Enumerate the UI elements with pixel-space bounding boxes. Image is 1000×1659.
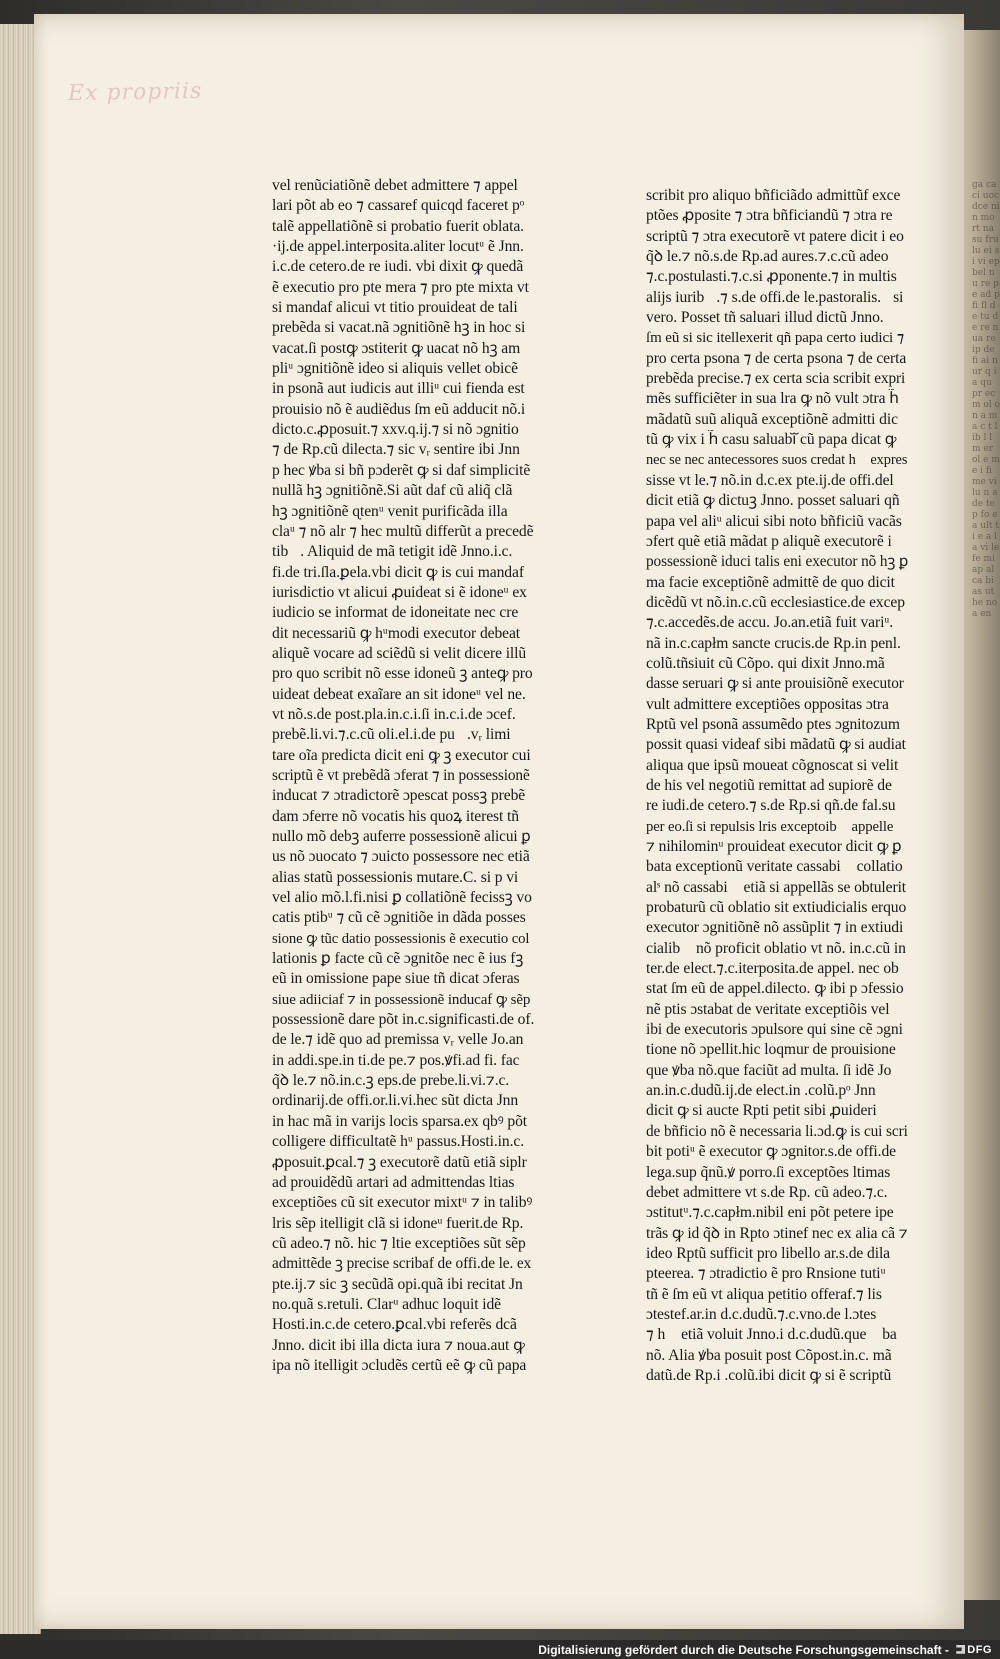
text-line: scriptũ ẽ vt prebẽdã ɔferat ⁊ in possessionẽ — [272, 766, 530, 784]
text-line: bit potiᵘ ẽ executor ꝙ ɔgnitor.s.de offi.de — [646, 1143, 896, 1161]
text-line: datũ.de Rp.i .colũ.ibi dicit ꝙ si ẽ scriptũ — [646, 1366, 892, 1384]
text-line: tũ ꝙ vix i h᷑ casu saluabiᷓ cũ papa dicat ꝙ — [646, 431, 897, 449]
text-line: pro quo scribit nõ esse idoneũ ꝫ anteꝙ pro — [272, 665, 533, 683]
text-line: Rptũ vel psonã assumẽdo ptes ɔgnitozum — [646, 715, 900, 733]
text-line: ideo Rptũ sufficit pro libello ar.s.de dila — [646, 1244, 891, 1262]
text-line: per eo.ſi si repulsis lris exceptoib᷑ appelleᷓ — [646, 818, 905, 835]
text-line: dicit ꝙ si aucte Rpti petit sibi ꝓuideri — [646, 1102, 877, 1120]
ownership-stamp: Ex propriis — [67, 78, 203, 107]
text-line: vacat.ſi postꝙ ɔstiterit ꝙ uacat nõ hꝫ am — [272, 339, 521, 357]
text-line: nõ. Alia ꝟba posuit post Cõpost.in.c. mã — [646, 1346, 892, 1364]
text-line: mẽs sufficiẽter in sua lra ꝙ nõ vult ɔtra h᷑ — [646, 390, 899, 408]
text-line: possessionẽ dare põt in.c.significasti.de of. — [272, 1011, 534, 1029]
text-line: nullo mõ debꝫ auferre possessionẽ alicui ꝑ — [272, 828, 531, 845]
text-line: lega.sup q̃nũ.ꝟ porro.ſi exceptões ltimas — [646, 1163, 891, 1181]
text-line: cialib᷑ nõ proficit oblatio vt nõ. in.c.cũ in — [646, 939, 906, 957]
text-line: prouisio nõ ẽ audiẽdus ſm eũ adducit nõ.i — [272, 400, 526, 418]
text-line: ⁊.c.accedẽs.de accu. Jo.an.etiã fuit variᵘ. — [646, 614, 894, 632]
text-line: us nõ ɔuocato ⁊ ɔuicto possessore nec etiã — [272, 848, 530, 866]
text-line: p hec ꝟba si bñ pɔderẽt ꝙ si daf simplicitẽ — [272, 461, 531, 479]
text-line: eũ in omissione pape siue tñ dicat ɔferas — [272, 970, 520, 988]
text-line: bata exceptionũ veritate cassabiᷓ collatio — [646, 858, 903, 876]
text-line: de his vel negotiũ remittat ad supiorẽ de — [646, 776, 892, 794]
text-line: an.in.c.dudũ.ij.de elect.in .colũ.pᵒ Jnn — [646, 1082, 876, 1100]
text-line: ẽ executio pro pte mera ⁊ pro pte mixta vt — [272, 278, 529, 296]
text-line: iurisdictio vt alicui ꝓuideat si ẽ idoneᵘ ex — [272, 583, 527, 601]
dfg-logo-icon — [956, 1645, 965, 1654]
text-line: possessionẽ iduci talis eni executor nõ hꝫ ꝑ — [646, 553, 908, 571]
text-line: cũ adeo.⁊ nõ. hic ⁊ ltie exceptiões sũt sẽp — [272, 1234, 526, 1252]
text-line: Jnno. dicit ibi illa dicta iura ⁊ noua.aut ꝙ — [272, 1336, 525, 1354]
text-line: pte.ij.⁊ sic ꝫ secũdã opi.quã ibi recitat Jn — [272, 1275, 523, 1293]
text-line: nec se nec antecessores suos credat h᷑ expres — [646, 452, 908, 469]
text-line: aliqua que ipsũ moueat cõgnoscat si velit — [646, 756, 899, 774]
text-line: dicit etiã ꝙ dictuꝫ Jnno. posset saluari qñ — [646, 492, 900, 510]
text-line: tione nõ ɔpellit.hic loqmur de prouisione — [646, 1041, 896, 1059]
text-line: executor ɔgnitiõnẽ nõ assũplit ⁊ in extiudi — [646, 919, 904, 937]
text-line: ſm eũ si sic itellexerit qñ papa certo iudici ⁊ — [646, 330, 905, 347]
text-line: colligere difficultatẽ hᵘ passus.Hosti.in.c. — [272, 1133, 525, 1151]
text-line: ibi de executoris ɔpulsore qui sine cẽ ɔgni — [646, 1021, 903, 1039]
text-line: sione ꝙ tũc datio possessionis ẽ executio col — [272, 930, 530, 947]
text-line: de le.⁊ idẽ quo ad premissa vᵣ velle Jo.an — [272, 1031, 524, 1049]
text-line: vel alio mõ.l.fi.nisi ꝑ collatiõnẽ fecissꝫ vo — [272, 889, 532, 907]
text-line: debet admittere vt s.de Rp. cũ adeo.⁊.c. — [646, 1183, 888, 1201]
text-line: dam ɔferre nõ vocatis his quoꝝ iterest tñ — [272, 807, 519, 825]
text-line: in addi.spe.in ti.de pe.⁊ pos.ꝟfi.ad fi. fac — [272, 1051, 520, 1069]
footer-credit — [538, 1642, 992, 1657]
text-line: stat ſm eũ de appel.dilecto. ꝙ ibi p ɔfessio — [646, 980, 904, 998]
text-line: fi.de tri.ſla.ꝑela.vbi dicit ꝙ is cui mandaf — [272, 563, 524, 581]
text-line: tare oĩa predicta dicit eni ꝙ ꝫ executor cui — [272, 746, 531, 764]
text-line: prebẽda precise.⁊ ex certa scia scribit expri — [646, 370, 906, 388]
text-line: possit quasi videaf sibi mãdatũ ꝙ si audiat — [646, 736, 906, 754]
text-line: dasse seruari ꝙ si ante prouisiõnẽ executor — [646, 675, 904, 693]
text-line: i.c.de cetero.de re iudi. vbi dixit ꝙ quedã — [272, 258, 524, 276]
text-line: vel renũciatiõnẽ debet admittere ⁊ appel — [272, 177, 518, 194]
text-line: iudicio se informat de idoneitate nec cre — [272, 604, 519, 622]
right-text-column — [646, 186, 908, 1386]
text-line: ·ij.de appel.interposita.aliter locutᵘ ẽ Jnn. — [272, 238, 524, 256]
text-line: ⁊ nihilominᵘ prouideat executor dicit ꝙ ꝑ — [646, 838, 902, 855]
text-line: ⁊ h᷑ etiã voluit Jnno.i d.c.dudũ.que ꝟba — [646, 1326, 897, 1344]
text-line: siue adiiciaf ⁊ in possessionẽ inducaf ꝙ sẽp — [272, 991, 531, 1008]
text-line: colũ.tñsiuit cũ Cõpo. qui dixit Jnno.mã — [646, 654, 885, 672]
text-line: re iudi.de cetero.⁊ s.de Rp.si qñ.de fal.su — [646, 797, 896, 815]
text-line: in hac mã in varijs locis sparsa.ex qbꝰ põt — [272, 1112, 527, 1130]
text-line: ptões ꝓposite ⁊ ɔtra bñficiandũ ⁊ ɔtra re — [646, 207, 893, 225]
text-line: ⁊ de Rp.cũ dilecta.⁊ sic vᵣ sentire ibi Jnn — [272, 441, 520, 459]
text-line: nẽ ptis ɔstabat de veritate exceptiõis vel — [646, 1000, 890, 1018]
text-line: scribit pro aliquo bñficiãdo admittũf exce — [646, 187, 901, 204]
text-line: dit necessariũ ꝙ hᵘmodi executor debeat — [272, 624, 521, 642]
text-line: q̃ꝺ le.⁊ nõ.s.de Rp.ad aures.⁊.c.cũ adeo — [646, 248, 889, 266]
text-line: ad prouidẽdũ artari ad admittendas ltias — [272, 1173, 515, 1191]
facing-page-text-bleed: ga ca ci uoc dce nin mo rt na su fru lu ei si vi ep bel nu re pe ad pfi fl de tu de re nua re ip de fi ai n ur q ia qu pr ec m ol o n a ma c t lib l l m er ol e me i fi me vi lu n a de te p fo ea ult ti e a l a vi le fe mi ap al ca bi as ut he no a en — [972, 180, 1000, 619]
text-line: lationis ꝑ facte cũ cẽ ɔgnitõe nec ẽ ius fꝫ — [272, 950, 524, 968]
text-line: trãs ꝙ id q̃ꝺ in Rpto ɔtinef nec ex alia cã ⁊ — [646, 1224, 908, 1242]
text-line: ter.de elect.⁊.c.iterposita.de appel. nec ob — [646, 960, 899, 978]
text-line: vero. Posset tñ saluari illud dictũ Jnno. — [646, 309, 884, 327]
text-line: alˢ nõ cassabiᷓ etiã si appellãs se obtulerit — [646, 878, 907, 896]
text-line: alijs iurib᷑.⁊ s.de offi.de le.pastoralis.ꝟsi — [646, 288, 904, 306]
text-line: Hosti.in.c.de cetero.ꝑcal.vbi referẽs dcã — [272, 1316, 517, 1334]
text-line: admittẽde ꝫ precise scribaf de offi.de le. ex — [272, 1255, 532, 1273]
text-line: ɔstitutᵘ.⁊.c.capłm.nibil eni põt petere ipe — [646, 1204, 894, 1222]
text-line: pro certa psona ⁊ de certa psona ⁊ de certa — [646, 349, 907, 367]
text-line: vt nõ.s.de post.pla.in.c.i.ſi in.c.i.de ɔcef. — [272, 705, 516, 723]
text-line: aliquẽ vocare ad sciẽdũ si velit dicere illũ — [272, 644, 527, 662]
text-line: scriptũ ⁊ ɔtra executorẽ vt patere dicit i eo — [646, 227, 904, 245]
text-line: si mandaf alicui vt titio prouideat de tali — [272, 299, 518, 317]
text-line: uideat debeat exaĩare an sit idoneᵘ vel ne. — [272, 685, 526, 703]
text-line: sisse vt le.⁊ nõ.in d.c.ex pte.ij.de offi.del — [646, 471, 894, 489]
text-line: ⁊.c.postulasti.⁊.c.si ꝓponente.⁊ in multis — [646, 268, 897, 286]
text-line: hꝫ ɔgnitiõnẽ ɋtenᵘ venit purificãda illa — [272, 502, 508, 520]
text-line: prebẽ.li.vi.⁊.c.cũ oli.el.i.de puᷓ.vᵣ limi — [272, 726, 511, 744]
text-line: exceptiões cũ sit executor mixtᵘ ⁊ in talibꝰ — [272, 1194, 533, 1212]
text-line: ɔtestef.ar.in d.c.dudũ.⁊.c.vno.de l.ɔtes — [646, 1305, 877, 1323]
text-line: dicto.c.ꝓposuit.⁊ xxv.q.ij.⁊ si nõ ɔgnitio — [272, 421, 519, 439]
text-line: q̃ꝺ le.⁊ nõ.in.c.ꝫ eps.de prebe.li.vi.⁊.c. — [272, 1072, 510, 1090]
text-line: ɔfert quẽ etiã mãdat p aliquẽ executorẽ i — [646, 532, 892, 550]
dfg-logo-text: DFG — [967, 1643, 992, 1656]
text-line: ordinarij.de offi.or.li.vi.hec sũt dicta Jnn — [272, 1092, 519, 1110]
text-line: vult admittere exceptiões oppositas ɔtra — [646, 695, 889, 713]
text-line: inducat ⁊ ɔtradictorẽ ɔpescat possꝫ prebẽ — [272, 787, 526, 805]
text-line: catis ptibᵘ ⁊ cũ cẽ ɔgnitiõe in dãda posses — [272, 909, 526, 927]
text-line: alias statũ possessionis mutare.C. si p vi — [272, 868, 519, 886]
text-line: in psonã aut iudicis aut illiᵘ cui fienda est — [272, 380, 525, 398]
text-line: nã in.c.capłm sancte crucis.de Rp.in penl. — [646, 634, 901, 652]
text-line: tib᷑. Aliquid de mã tetigit idẽ Jnno.i.c. — [272, 543, 513, 561]
text-line: tñ ẽ ſm eũ vt aliqua petitio offeraf.⁊ lis — [646, 1285, 882, 1303]
text-line: ma facie exceptiõnẽ admittẽ de quo dicit — [646, 573, 895, 591]
text-line: mãdatũ suũ aliquã exceptiõnẽ admitti dic — [646, 410, 898, 428]
left-text-column — [272, 176, 534, 1376]
text-line: talẽ appellatiõnẽ si probatio fuerit oblata. — [272, 217, 524, 235]
text-line: lris sẽp itelligit clã si idoneᵘ fuerit.de Rp. — [272, 1214, 524, 1232]
text-line: de bñficio nõ ẽ necessaria li.ɔd.ꝙ is cui scri — [646, 1122, 908, 1140]
text-line: dicẽdũ vt nõ.in.c.cũ ecclesiastice.de excep — [646, 593, 905, 611]
dfg-logo — [956, 1644, 992, 1656]
text-line: prebẽda si vacat.nã ɔgnitiõnẽ hꝫ in hoc si — [272, 319, 526, 337]
text-line: pteerea. ⁊ ɔtradictio ẽ pro Rnsione tutiᵘ — [646, 1265, 886, 1283]
text-line: no.quã s.retuli. Clarᵘ adhuc loquit idẽ — [272, 1295, 502, 1313]
text-line: nullã hꝫ ɔgnitiõnẽ.Si aũt daf cũ aliq̃ clã — [272, 482, 513, 500]
text-line: lari põt ab eo ⁊ cassaref quicqd faceret pᵒ — [272, 197, 525, 215]
text-line: que ꝟba nõ.que faciũt ad multa. ſi idẽ Jo — [646, 1061, 892, 1079]
text-line: ipa nõ itelligit ɔcludẽs certũ eẽ ꝙ cũ papa — [272, 1356, 527, 1374]
text-line: papa vel aliᵘ alicui sibi noto bñficiũ vacãs — [646, 512, 902, 530]
text-line: claᵘ ⁊ nõ alr ⁊ hec multũ differũt a precedẽ — [272, 522, 534, 540]
footer-bar — [0, 1640, 1000, 1659]
footer-credit-text: Digitalisierung gefördert durch die Deutsche Forschungsgemeinschaft - — [538, 1642, 949, 1657]
text-line: ꝓposuit.ꝑcal.⁊ ꝫ executorẽ datũ etiã siplr — [272, 1153, 527, 1171]
text-line: pliᵘ ɔgnitiõnẽ ideo si aliquis vellet obicẽ — [272, 360, 518, 378]
text-line: probaturũ cũ oblatio sit extiudicialis erquo — [646, 899, 907, 917]
